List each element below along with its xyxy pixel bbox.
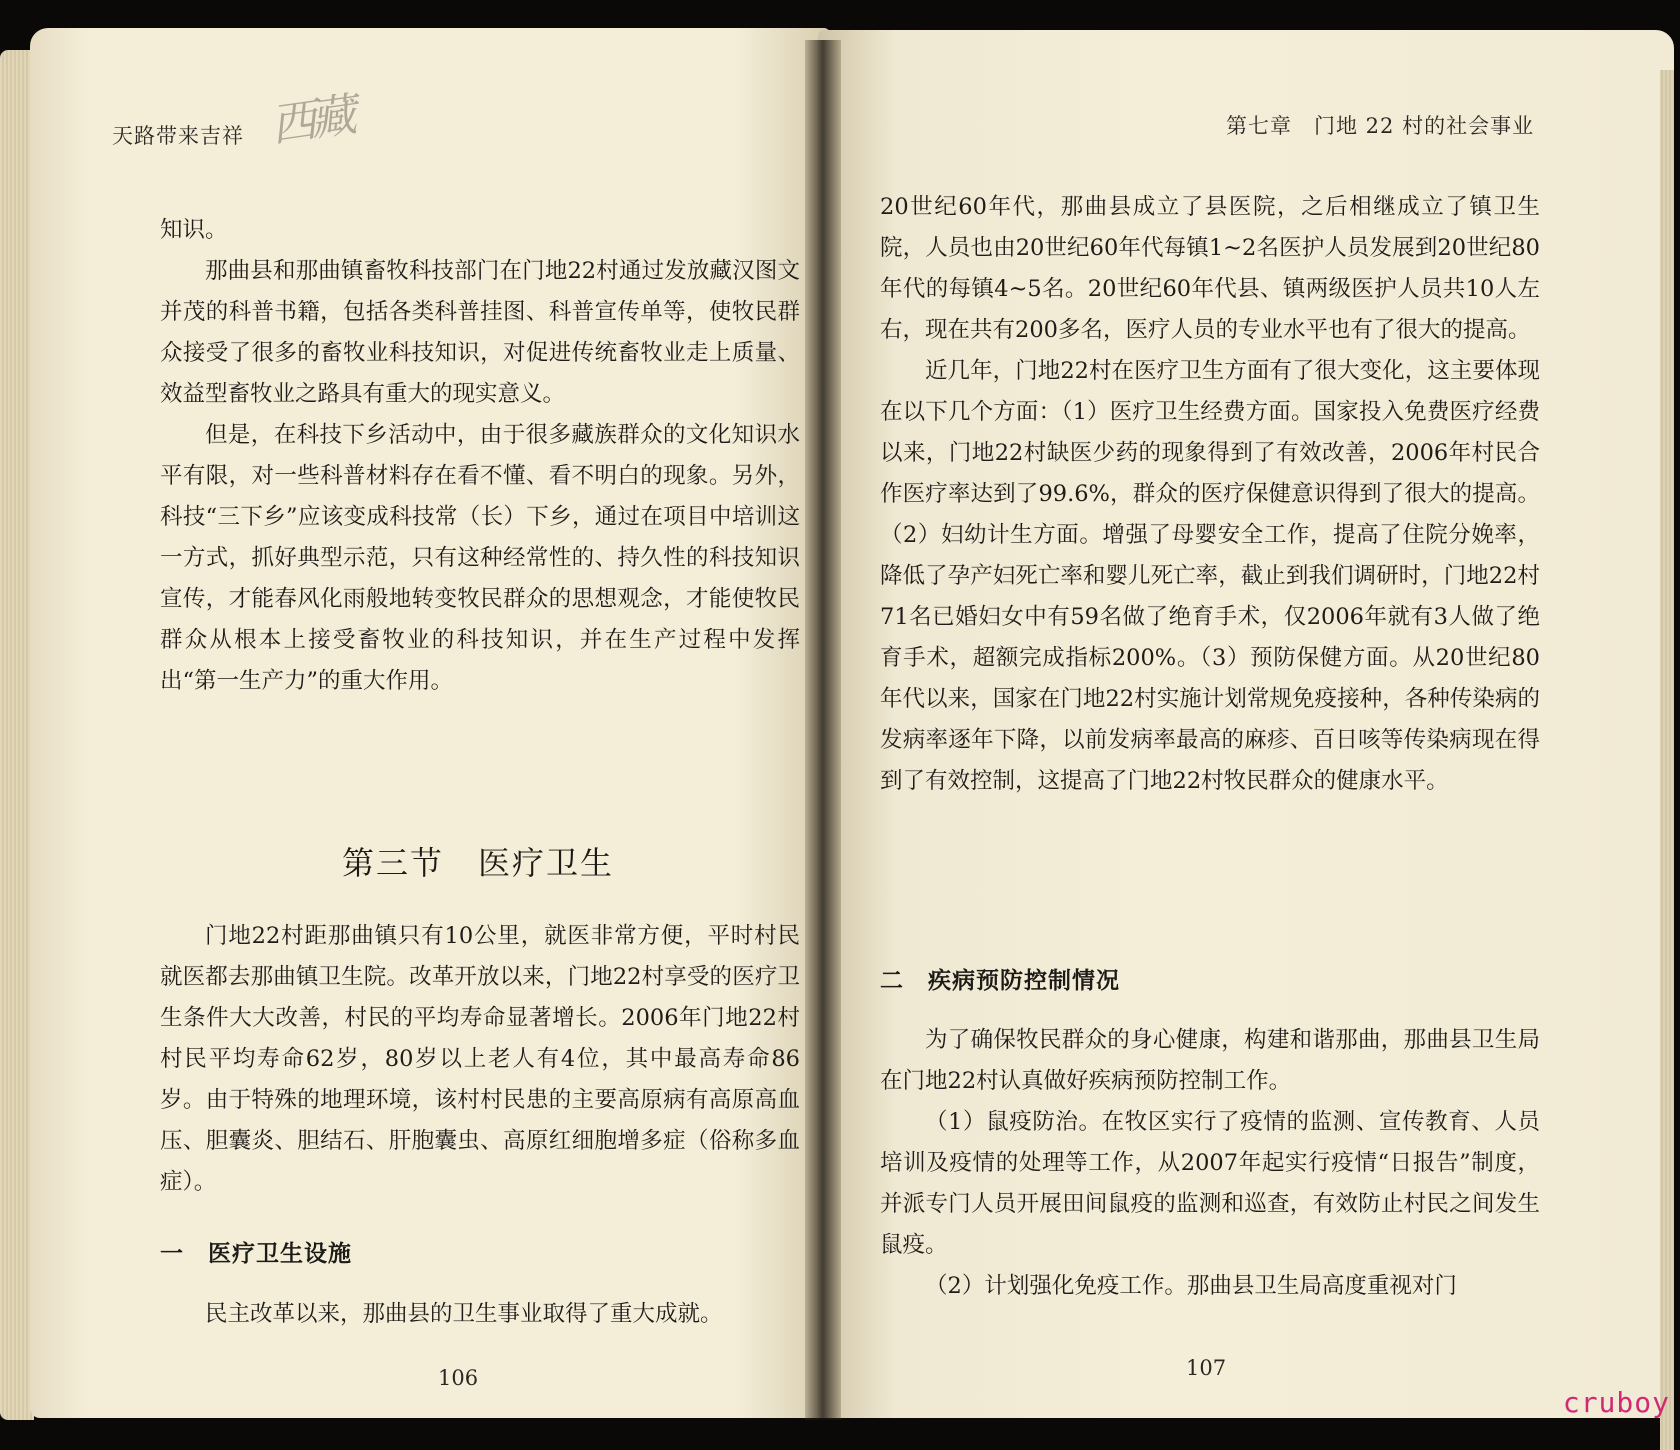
left-body-top — [160, 210, 800, 702]
right-page — [818, 30, 1674, 1418]
left-body-bottom — [160, 1294, 800, 1335]
paragraph: 那曲县和那曲镇畜牧科技部门在门地22村通过发放藏汉图文并茂的科普书籍，包括各类科普挂图、科普宣传单等，使牧民群众接受了很多的畜牧业科技知识，对促进传统畜牧业走上质量、效益型畜牧业之路具有重大的现实意义。 — [160, 258, 800, 407]
book-gutter — [805, 40, 841, 1420]
page-edge-stack — [1660, 70, 1674, 1450]
page-edge-stack — [0, 50, 34, 1420]
tibet-logo: 西藏 — [267, 87, 354, 153]
section-title: 第三节 医疗卫生 — [342, 844, 615, 882]
subheading: 二 疾病预防控制情况 — [880, 968, 1120, 994]
paragraph: 门地22村距那曲镇只有10公里，就医非常方便，平时村民就医都去那曲镇卫生院。改革开放以来，门地22村享受的医疗卫生条件大大改善，村民的平均寿命显著增长。2006年门地22村村民平均寿命62岁，80岁以上老人有4位，其中最高寿命86岁。由于特殊的地理环境，该村村民患的主要高原病有高原高血压、胆囊炎、胆结石、肝胞囊虫、高原红细胞增多症（俗称多血症）。 — [160, 923, 800, 1195]
left-page — [30, 28, 830, 1418]
watermark: cruboy — [1562, 1386, 1670, 1419]
paragraph: 20世纪60年代，那曲县成立了县医院，之后相继成立了镇卫生院，人员也由20世纪60年代每镇1~2名医护人员发展到20世纪80年代的每镇4~5名。20世纪60年代县、镇两级医护人员共10人左右，现在共有200多名，医疗人员的专业水平也有了很大的提高。 — [880, 194, 1540, 343]
paragraph: 为了确保牧民群众的身心健康，构建和谐那曲，那曲县卫生局在门地22村认真做好疾病预防控制工作。 — [880, 1027, 1540, 1094]
subheading: 一 医疗卫生设施 — [160, 1241, 352, 1267]
paragraph: （1）鼠疫防治。在牧区实行了疫情的监测、宣传教育、人员培训及疫情的处理等工作，从2007年起实行疫情“日报告”制度，并派专门人员开展田间鼠疫的监测和巡查，有效防止村民之间发生鼠疫。 — [880, 1109, 1540, 1258]
page-number: 106 — [438, 1366, 479, 1390]
right-body-bottom — [880, 1020, 1540, 1307]
paragraph: 近几年，门地22村在医疗卫生方面有了很大变化，这主要体现在以下几个方面：（1）医疗卫生经费方面。国家投入免费医疗经费以来，门地22村缺医少药的现象得到了有效改善，2006年村民合作医疗率达到了99.6%，群众的医疗保健意识得到了很大的提高。（2）妇幼计生方面。增强了母婴安全工作，提高了住院分娩率，降低了孕产妇死亡率和婴儿死亡率，截止到我们调研时，门地22村71名已婚妇女中有59名做了绝育手术，仅2006年就有3人做了绝育手术，超额完成指标200%。（3）预防保健方面。从20世纪80年代以来，国家在门地22村实施计划常规免疫接种，各种传染病的发病率逐年下降，以前发病率最高的麻疹、百日咳等传染病现在得到了有效控制，这提高了门地22村牧民群众的健康水平。 — [880, 358, 1540, 794]
page-number: 107 — [1186, 1356, 1227, 1380]
paragraph: 知识。 — [160, 217, 228, 243]
left-body-mid — [160, 916, 800, 1203]
right-body-top — [880, 187, 1540, 802]
paragraph: 民主改革以来，那曲县的卫生事业取得了重大成就。 — [205, 1301, 723, 1327]
paragraph: （2）计划强化免疫工作。那曲县卫生局高度重视对门 — [925, 1273, 1457, 1299]
paragraph: 但是，在科技下乡活动中，由于很多藏族群众的文化知识水平有限，对一些科普材料存在看不懂、看不明白的现象。另外，科技“三下乡”应该变成科技常（长）下乡，通过在项目中培训这一方式，抓好典型示范，只有这种经常性的、持久性的科技知识宣传，才能春风化雨般地转变牧民群众的思想观念，才能使牧民群众从根本上接受畜牧业的科技知识，并在生产过程中发挥出“第一生产力”的重大作用。 — [160, 422, 800, 694]
left-running-head: 天路带来吉祥 — [112, 124, 244, 148]
right-running-head: 第七章 门地 22 村的社会事业 — [1226, 114, 1535, 138]
